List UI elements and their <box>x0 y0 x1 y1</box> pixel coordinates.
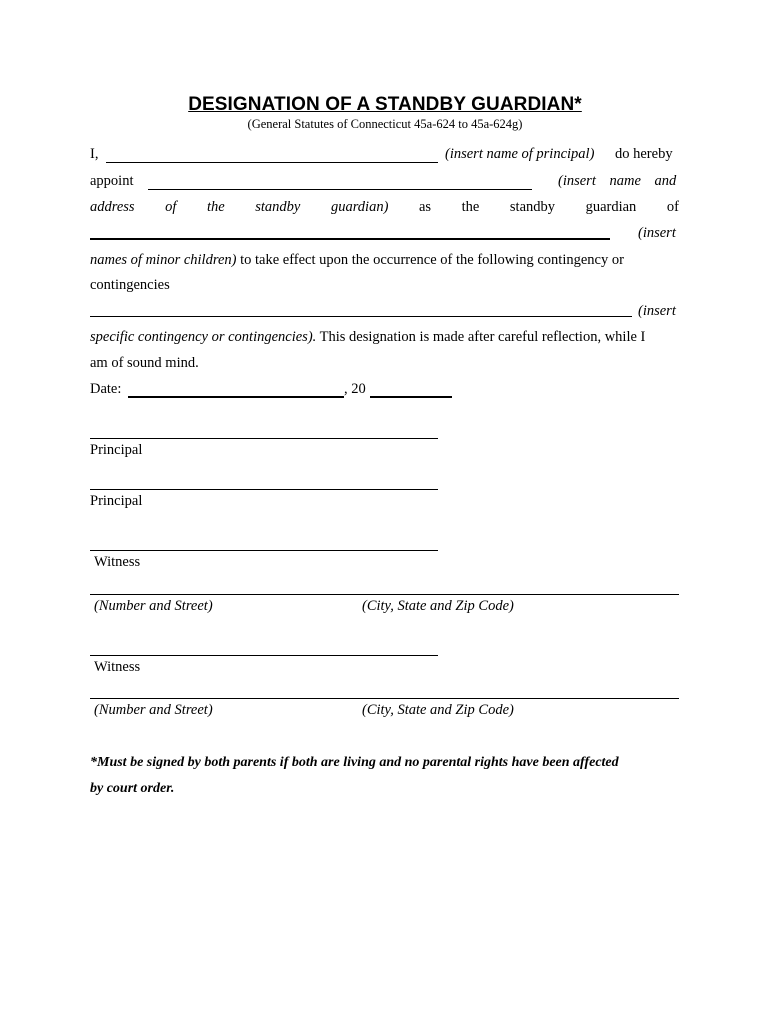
witness2-label: Witness <box>94 659 141 675</box>
line3-word: standby <box>509 199 556 215</box>
principal-name-blank[interactable] <box>106 162 438 163</box>
line1-prefix: I, <box>90 146 99 162</box>
minor-children-blank[interactable] <box>90 238 610 240</box>
line2-italic: (insert name and <box>558 173 677 189</box>
line3-word: as <box>418 199 432 215</box>
document-subtitle: (General Statutes of Connecticut 45a-624 to 45a-624g) <box>247 117 523 131</box>
line3-word: guardian) <box>330 199 389 215</box>
line3-word: of <box>165 199 177 215</box>
line3-word: of <box>666 199 679 215</box>
witness1-signature-line[interactable] <box>90 550 438 551</box>
line5-italic: names of minor children) <box>90 252 237 268</box>
line2-prefix: appoint <box>90 173 134 189</box>
line3-word: guardian <box>585 199 637 215</box>
line7-italic: (insert <box>638 303 676 319</box>
witness1-city-state-zip: (City, State and Zip Code) <box>362 598 514 614</box>
line9: am of sound mind. <box>90 355 199 371</box>
line4-italic: (insert <box>638 225 676 241</box>
footnote-line1: *Must be signed by both parents if both are living and no parental rights have been affected <box>90 755 619 770</box>
year-blank[interactable] <box>370 396 452 398</box>
date-label: Date: <box>90 381 122 397</box>
principal2-signature-line[interactable] <box>90 489 438 490</box>
contingency-blank[interactable] <box>90 316 632 317</box>
line1-suffix: do hereby <box>615 146 673 162</box>
witness2-city-state-zip: (City, State and Zip Code) <box>362 702 514 718</box>
line3-word: the <box>461 199 480 215</box>
line3 <box>90 199 679 216</box>
line6: contingencies <box>90 277 170 293</box>
document-title: DESIGNATION OF A STANDBY GUARDIAN* <box>188 94 582 115</box>
line1-italic: (insert name of principal) <box>445 146 595 162</box>
line5-rest: to take effect upon the occurrence of the following contingency or <box>240 252 624 268</box>
witness2-address-line[interactable] <box>90 698 679 699</box>
guardian-name-address-blank[interactable] <box>148 189 532 190</box>
line3-word: the <box>206 199 225 215</box>
witness1-number-street: (Number and Street) <box>94 598 213 614</box>
line5 <box>90 252 624 269</box>
date-comma-year: , 20 <box>344 381 366 397</box>
witness2-signature-line[interactable] <box>90 655 438 656</box>
line8-italic: specific contingency or contingencies). <box>90 329 317 345</box>
line3-word: address <box>90 199 135 215</box>
line8-rest: This designation is made after careful reflection, while I <box>319 329 646 345</box>
footnote-line2: by court order. <box>90 781 175 796</box>
witness2-number-street: (Number and Street) <box>94 702 213 718</box>
principal2-label: Principal <box>90 493 143 509</box>
date-blank[interactable] <box>128 396 344 398</box>
line3-word: standby <box>255 199 301 215</box>
principal1-signature-line[interactable] <box>90 438 438 439</box>
line2-italic-wrap <box>558 173 678 190</box>
witness1-label: Witness <box>94 554 141 570</box>
principal1-label: Principal <box>90 442 143 458</box>
witness1-address-line[interactable] <box>90 594 679 595</box>
line8 <box>90 329 645 346</box>
